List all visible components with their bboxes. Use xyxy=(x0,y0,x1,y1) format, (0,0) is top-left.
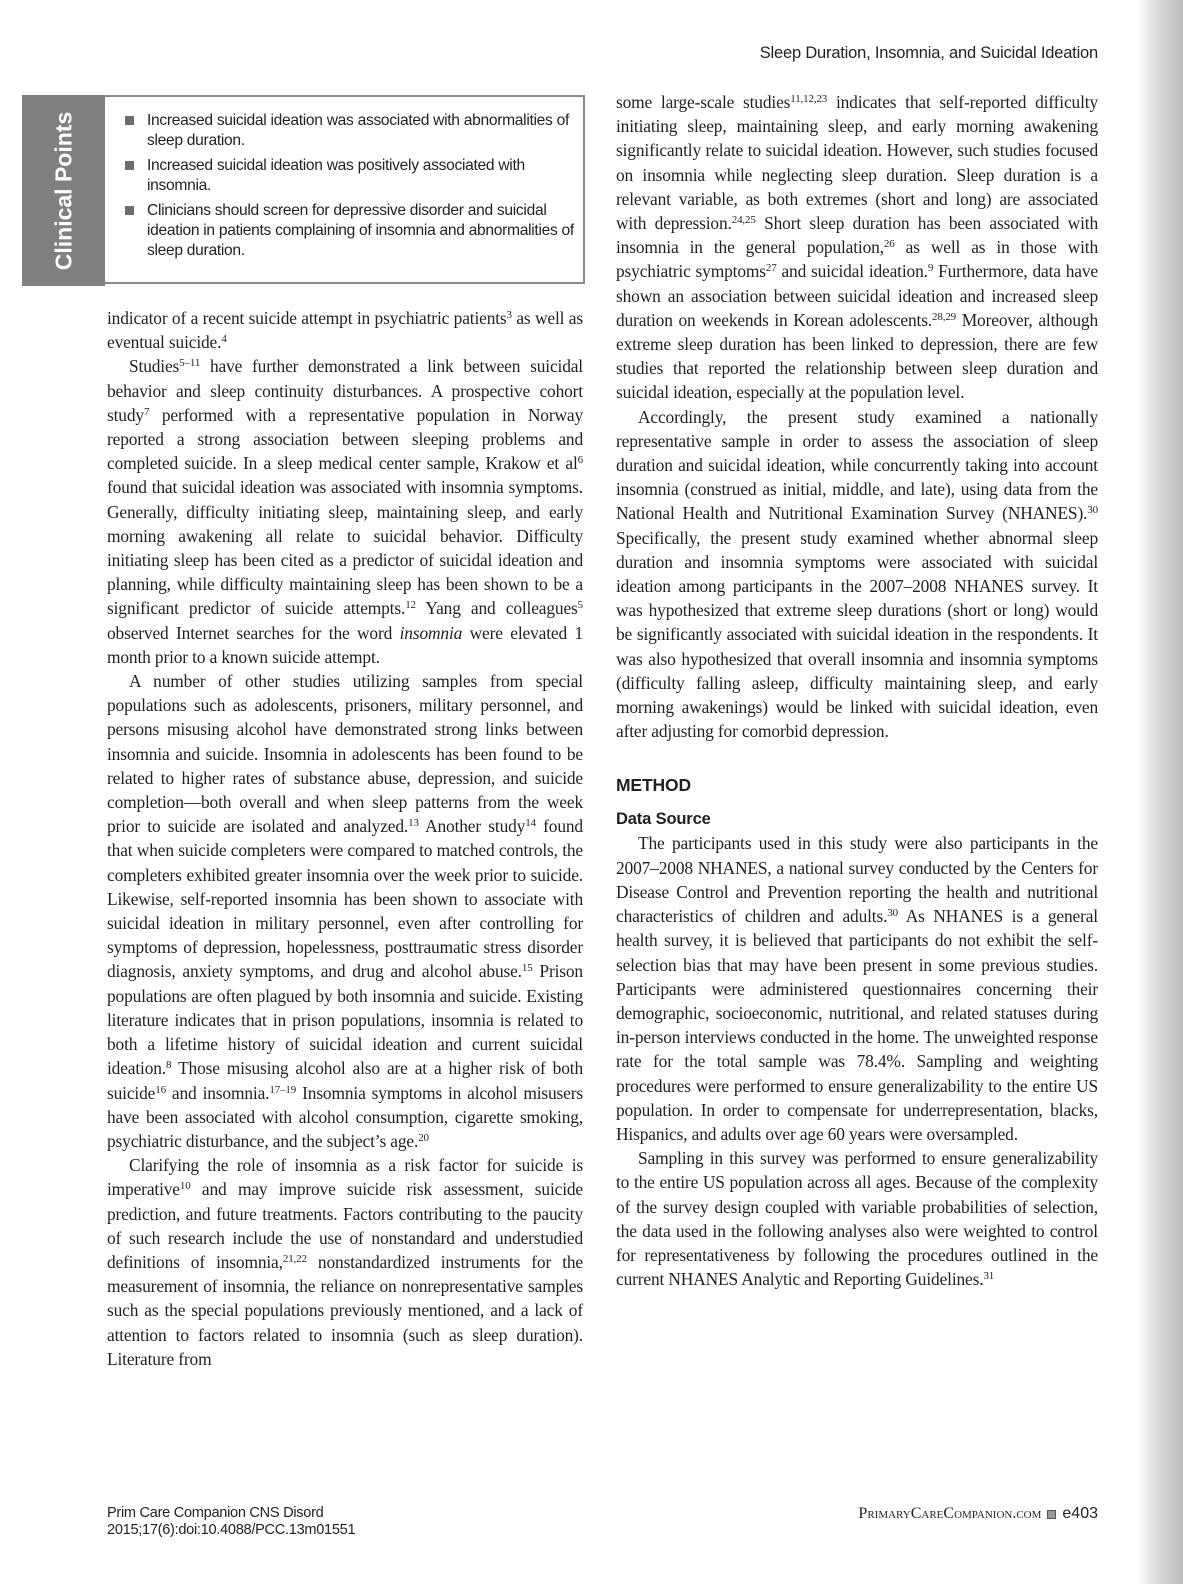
clinical-point-item: Clinicians should screen for depressive disorder and suicidal ideation in patients complaining of insomnia and abnormalities of sleep duration. xyxy=(125,201,575,261)
square-bullet-icon xyxy=(1047,1510,1056,1519)
site-link[interactable]: PrimaryCareCompanion.com xyxy=(858,1505,1042,1522)
paragraph: Sampling in this survey was performed to ensure generalizability to the entire US population across all ages. Because of the complexity of the survey design coupled with variable probabilities of selection, the data used in the following analyses also were weighted to control for representativeness by following the procedures outlined in the current NHANES Analytic and Reporting Guidelines.$^{31}$ xyxy=(616,1148,1098,1290)
paragraph: The participants used in this study were also participants in the 2007–2008 NHANES, a national survey conducted by the Centers for Disease Control and Prevention reporting the health and nutritional characteristics of children and adults.$^{30}$ As NHANES is a general health survey, it is believed that participants do not exhibit the self-selection bias that may have been present in some previous studies. Participants were administered questionnaires concerning their demographic, socioeconomic, nutritional, and related statuses during in-person interviews conducted in the home. The unweighted response rate for the total sample was 78.4%. Sampling and weighting procedures were performed to ensure generalizability to the entire US population. In order to compensate for underrepresentation, blacks, Hispanics, and adults over age 60 years were oversampled. xyxy=(616,833,1098,1144)
paragraph: A number of other studies utilizing samples from special populations such as adolescents, prisoners, military personnel, and persons misusing alcohol have demonstrated strong links between insomnia and suicide. Insomnia in adolescents has been found to be related to higher rates of substance abuse, depression, and suicide completion—both overall and when sleep patterns from the week prior to suicide are isolated and analyzed.$^{13}$ Another study$^{14}$ found that when suicide completers were compared to matched controls, the completers exhibited greater insomnia over the week prior to suicide. Likewise, self-reported insomnia has been shown to associate with suicidal ideation in military personnel, even after controlling for symptoms of depression, hopelessness, posttraumatic stress disorder diagnosis, anxiety symptoms, and drug and alcohol abuse.$^{15}$ Prison populations are often plagued by both insomnia and suicide. Existing literature indicates that in prison populations, insomnia is related to both a lifetime history of suicidal ideation and current suicidal ideation.$^8$ Those misusing alcohol also are at a higher risk of both suicide$^{16}$ and insomnia.$^{17-19}$ Insomnia symptoms in alcohol misusers have been associated with alcohol consumption, cigarette smoking, psychiatric disturbance, and the subject’s age.$^{20}$ xyxy=(107,671,583,1151)
paragraph: indicator of a recent suicide attempt in psychiatric patients$^3$ as well as eventual suicide.$^4$ xyxy=(107,308,583,353)
square-bullet-icon xyxy=(125,116,134,125)
clinical-points-list xyxy=(125,111,575,266)
clinical-points-label: Clinical Points xyxy=(50,111,77,271)
page-number: e403 xyxy=(1062,1505,1098,1522)
left-column xyxy=(107,306,583,1371)
right-column xyxy=(616,90,1098,1291)
doi-citation: 2015;17(6):doi:10.4088/PCC.13m01551 xyxy=(107,1522,356,1538)
square-bullet-icon xyxy=(125,161,134,170)
page-edge-shadow xyxy=(1137,0,1183,1584)
paragraph: Clarifying the role of insomnia as a risk factor for suicide is imperative$^{10}$ and may improve suicide risk assessment, suicide prediction, and future treatments. Factors contributing to the paucity of such research include the use of nonstandard and understudied definitions of insomnia,$^{21,22}$ nonstandardized instruments for the measurement of insomnia, the reliance on nonrepresentative samples such as the special populations previously mentioned, and a lack of attention to factors related to insomnia (such as sleep duration). Literature from xyxy=(107,1155,583,1369)
clinical-point-item: Increased suicidal ideation was positively associated with insomnia. xyxy=(125,156,575,196)
footer-page-info xyxy=(858,1505,1098,1523)
footer-citation xyxy=(107,1505,355,1539)
clinical-points-box xyxy=(22,95,585,284)
paragraph: Accordingly, the present study examined a nationally representative sample in order to assess the association of sleep duration and suicidal ideation, while concurrently taking into account insomnia (construed as initial, middle, and late), using data from the National Health and Nutritional Examination Survey (NHANES).$^{30}$ Specifically, the present study examined whether abnormal sleep duration and insomnia symptoms were associated with suicidal ideation among participants in the 2007–2008 NHANES survey. It was hypothesized that extreme sleep durations (short or long) would be significantly associated with suicidal ideation in the respondents. It was also hypothesized that overall insomnia and insomnia symptoms (difficulty falling asleep, difficulty maintaining sleep, and early morning awakenings) would be linked with suicidal ideation, even after adjusting for comorbid depression. xyxy=(616,406,1098,742)
data-source-heading: Data Source xyxy=(616,810,711,829)
journal-name: Prim Care Companion CNS Disord xyxy=(107,1505,324,1521)
square-bullet-icon xyxy=(125,206,134,215)
running-title: Sleep Duration, Insomnia, and Suicidal Ideation xyxy=(759,44,1098,62)
method-heading: METHOD xyxy=(616,775,691,796)
clinical-point-item: Increased suicidal ideation was associated with abnormalities of sleep duration. xyxy=(125,111,575,151)
paragraph: some large-scale studies$^{11,12,23}$ indicates that self-reported difficulty initiating sleep, maintaining sleep, and early morning awakening significantly relate to suicidal ideation. However, such studies focused on insomnia while neglecting sleep duration. Sleep duration is a relevant variable, as both extremes (short and long) are associated with depression.$^{24,25}$ Short sleep duration has been associated with insomnia in the general population,$^{26}$ as well as in those with psychiatric symptoms$^{27}$ and suicidal ideation.$^9$ Furthermore, data have shown an association between suicidal ideation and increased sleep duration on weekends in Korean adolescents.$^{28,29}$ Moreover, although extreme sleep duration has been linked to depression, there are few studies that reported the relationship between sleep duration and suicidal ideation, especially at the population level. xyxy=(616,92,1098,403)
clinical-points-tab xyxy=(22,95,105,286)
paragraph: Studies$^{5-11}$ have further demonstrated a link between suicidal behavior and sleep continuity disturbances. A prospective cohort study$^7$ performed with a representative population in Norway reported a strong association between sleeping problems and completed suicide. In a sleep medical center sample, Krakow et $al^6$ found that suicidal ideation was associated with insomnia symptoms. Generally, difficulty initiating sleep, maintaining sleep, and early morning awakening all relate to suicidal behavior. Difficulty initiating sleep has been cited as a predictor of suicidal ideation and planning, while difficulty maintaining sleep has been shown to be a significant predictor of suicide attempts.$^{12}$ Yang and colleagues$^5$ observed Internet searches for the word insomnia were elevated 1 month prior to a known suicide attempt. xyxy=(107,356,583,667)
